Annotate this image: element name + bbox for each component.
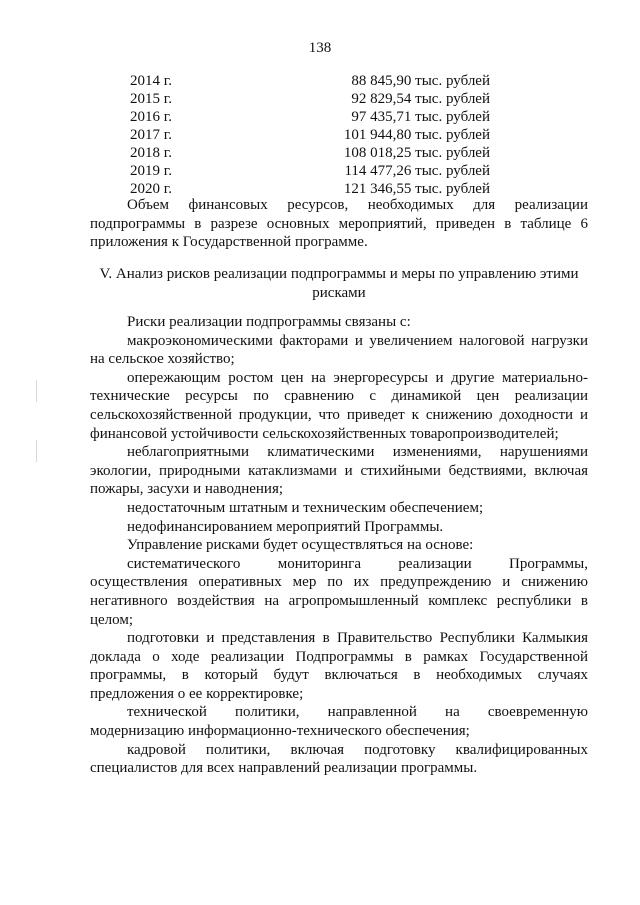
section-heading-line-2: рисками: [312, 284, 366, 301]
paragraph: опережающим ростом цен на энергоресурсы и другие материально-технические ресурсы по сравнению с динамикой цен реализации сельскохозяйственной продукции, что приведет к снижению доходности и финансовой устойчивости сельскохозяйственных товаропроизводителей;: [90, 369, 588, 442]
amount-cell: 97 435,71 тыс. рублей: [351, 109, 490, 125]
paragraph: подготовки и представления в Правительство Республики Калмыкия доклада о ходе реализации Подпрограммы в рамках Государственной программы, в который будут включаться в необходимых случаях предложения о ее корректировке;: [90, 630, 588, 702]
paragraph: систематического мониторинга реализации Программы, осуществления оперативных мер по их предупреждению и снижению негативного воздействия на агропромышленный комплекс республики в целом;: [90, 555, 588, 628]
funding-by-year-table: [130, 72, 490, 198]
year-cell: 2018 г.: [130, 145, 172, 161]
paragraph: недофинансированием мероприятий Программы.: [127, 518, 444, 535]
intro-paragraph: Объем финансовых ресурсов, необходимых для реализации подпрограммы в разрезе основных мероприятий, приведен в таблице 6 приложения к Государственной программе.: [90, 197, 588, 251]
year-cell: 2019 г.: [130, 163, 172, 179]
margin-scan-mark: [36, 380, 37, 402]
table-row: [130, 144, 490, 162]
paragraph: технической политики, направленной на своевременную модернизацию информационно-технического обеспечения;: [90, 704, 588, 740]
year-cell: 2016 г.: [130, 109, 172, 125]
table-row: [130, 72, 490, 90]
paragraph: кадровой политики, включая подготовку квалифицированных специалистов для всех направлений реализации программы.: [90, 741, 588, 777]
paragraph: Управление рисками будет осуществляться на основе:: [127, 537, 474, 554]
intro-text-block: [90, 196, 588, 252]
table-row: [130, 90, 490, 108]
year-cell: 2017 г.: [130, 127, 172, 143]
amount-cell: 101 944,80 тыс. рублей: [343, 127, 490, 143]
paragraph: неблагоприятными климатическими изменениями, нарушениями экологии, природными катаклизмами и стихийными бедствиями, включая пожары, засухи и наводнения;: [90, 444, 588, 498]
amount-cell: 92 829,54 тыс. рублей: [351, 91, 490, 107]
section-heading: [90, 265, 588, 302]
table-row: [130, 108, 490, 126]
year-cell: 2015 г.: [130, 91, 172, 107]
table-row: [130, 126, 490, 144]
table-row: [130, 162, 490, 180]
paragraph: недостаточным штатным и техническим обеспечением;: [127, 499, 484, 516]
paragraph: Риски реализации подпрограммы связаны с:: [127, 314, 411, 330]
risks-text-block: [90, 313, 588, 778]
amount-cell: 114 477,26 тыс. рублей: [344, 163, 490, 179]
year-cell: 2014 г.: [130, 73, 172, 89]
amount-cell: 108 018,25 тыс. рублей: [343, 145, 490, 161]
amount-cell: 88 845,90 тыс. рублей: [351, 73, 490, 89]
amount-cell: 121 346,55 тыс. рублей: [343, 181, 490, 197]
section-heading-line-1: V. Анализ рисков реализации подпрограммы и меры по управлению этими: [99, 266, 579, 282]
margin-scan-mark: [36, 440, 37, 462]
paragraph: макроэкономическими факторами и увеличением налоговой нагрузки на сельское хозяйство;: [90, 332, 588, 368]
year-cell: 2020 г.: [130, 181, 172, 197]
page-number: 138: [308, 40, 332, 56]
